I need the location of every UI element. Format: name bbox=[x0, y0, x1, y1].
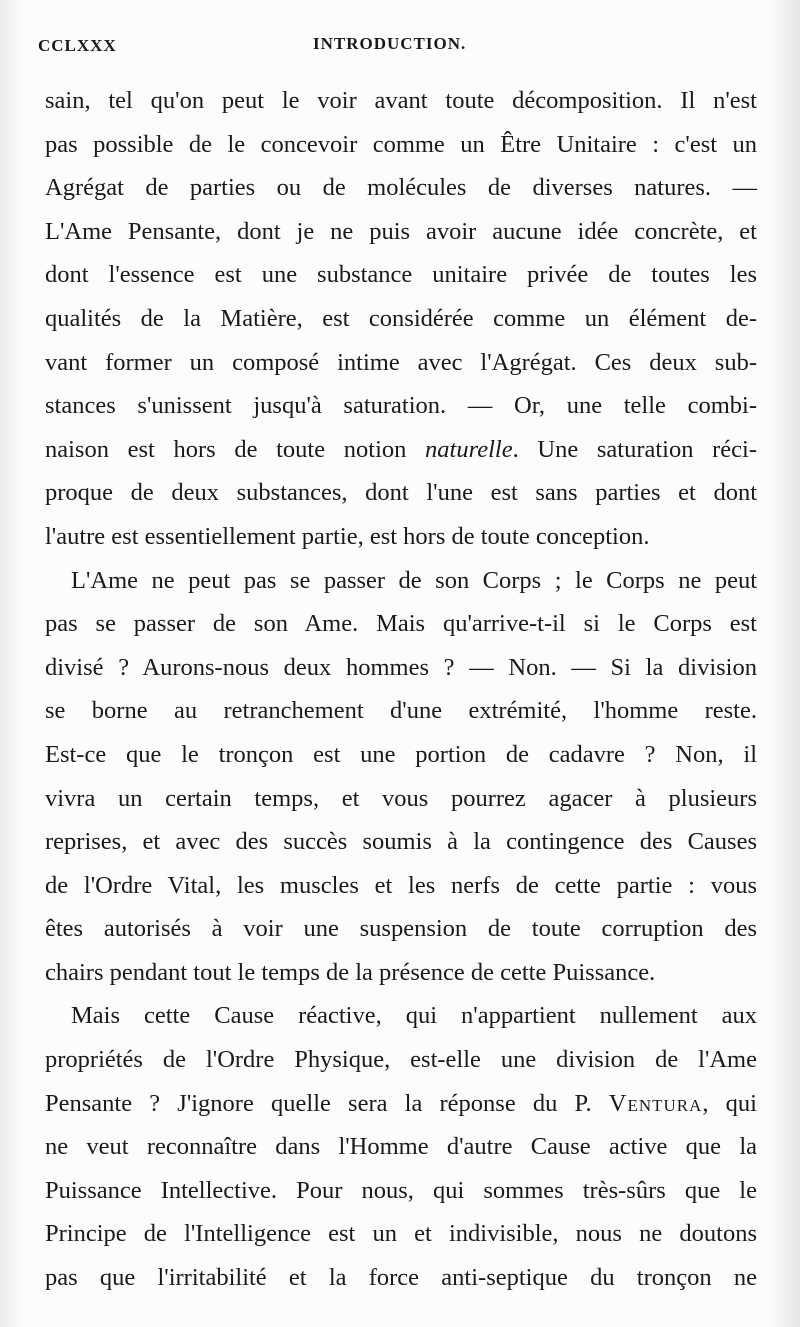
text-segment: Pensante ? J'ignore quelle sera la réponse du P. bbox=[45, 1089, 609, 1117]
smallcaps-name: Ventura bbox=[608, 1089, 703, 1117]
text-line: proque de deux substances, dont l'une est sans parties et dont bbox=[45, 479, 757, 507]
paragraph-first-line: L'Ame ne peut pas se passer de son Corps ; le Corps ne peut bbox=[71, 566, 757, 594]
text-line: se borne au retranchement d'une extrémité, l'homme reste. bbox=[45, 697, 757, 725]
text-line: pas se passer de son Ame. Mais qu'arrive-t-il si le Corps est bbox=[45, 610, 757, 638]
text-line: l'autre est essentiellement partie, est hors de toute conception. bbox=[45, 522, 650, 550]
page-edge-shadow bbox=[770, 0, 800, 1327]
text-line: chairs pendant tout le temps de la présence de cette Puissance. bbox=[45, 958, 656, 986]
text-line: sain, tel qu'on peut le voir avant toute décomposition. Il n'est bbox=[45, 87, 757, 114]
text-line-with-smallcaps bbox=[45, 1082, 757, 1126]
text-line: L'Ame Pensante, dont je ne puis avoir aucune idée concrète, et bbox=[45, 217, 757, 245]
running-title: INTRODUCTION. bbox=[313, 34, 467, 53]
page-number: CCLXXX bbox=[38, 36, 117, 55]
text-line: reprises, et avec des succès soumis à la contingence des Causes bbox=[45, 828, 757, 856]
text-line: ne veut reconnaître dans l'Homme d'autre Cause active que la bbox=[45, 1133, 757, 1161]
text-line: êtes autorisés à voir une suspension de toute corruption des bbox=[45, 915, 757, 943]
text-line: propriétés de l'Ordre Physique, est-elle une division de l'Ame bbox=[45, 1046, 757, 1074]
body-text bbox=[45, 79, 757, 1300]
text-line: pas que l'irritabilité et la force anti-septique du tronçon ne bbox=[45, 1264, 757, 1292]
page-header bbox=[38, 30, 758, 60]
text-line: divisé ? Aurons-nous deux hommes ? — Non. — Si la division bbox=[45, 653, 757, 681]
text-line: Puissance Intellective. Pour nous, qui sommes très-sûrs que le bbox=[45, 1176, 757, 1204]
text-line: stances s'unissent jusqu'à saturation. — Or, une telle combi- bbox=[45, 392, 757, 420]
text-line-with-italic bbox=[45, 428, 757, 472]
text-line: de l'Ordre Vital, les muscles et les nerfs de cette partie : vous bbox=[45, 871, 757, 899]
text-segment: naison est hors de toute notion bbox=[45, 435, 426, 463]
text-line: Agrégat de parties ou de molécules de diverses natures. — bbox=[45, 174, 757, 202]
text-line: pas possible de le concevoir comme un Être Unitaire : c'est un bbox=[45, 130, 757, 158]
italic-word: naturelle bbox=[425, 435, 513, 463]
text-line: dont l'essence est une substance unitaire privée de toutes les bbox=[45, 261, 757, 289]
text-segment: , qui bbox=[702, 1089, 757, 1117]
text-line: vant former un composé intime avec l'Agrégat. Ces deux sub- bbox=[45, 348, 757, 376]
paragraph-first-line: Mais cette Cause réactive, qui n'appartient nullement aux bbox=[71, 1002, 757, 1030]
text-line: qualités de la Matière, est considérée comme un élément de- bbox=[45, 304, 757, 332]
text-line: Est-ce que le tronçon est une portion de cadavre ? Non, il bbox=[45, 740, 757, 768]
text-segment: . Une saturation réci- bbox=[512, 435, 757, 463]
page-gutter-shadow bbox=[0, 0, 22, 1327]
text-line: vivra un certain temps, et vous pourrez agacer à plusieurs bbox=[45, 784, 757, 812]
text-line: Principe de l'Intelligence est un et indivisible, nous ne doutons bbox=[45, 1220, 757, 1248]
